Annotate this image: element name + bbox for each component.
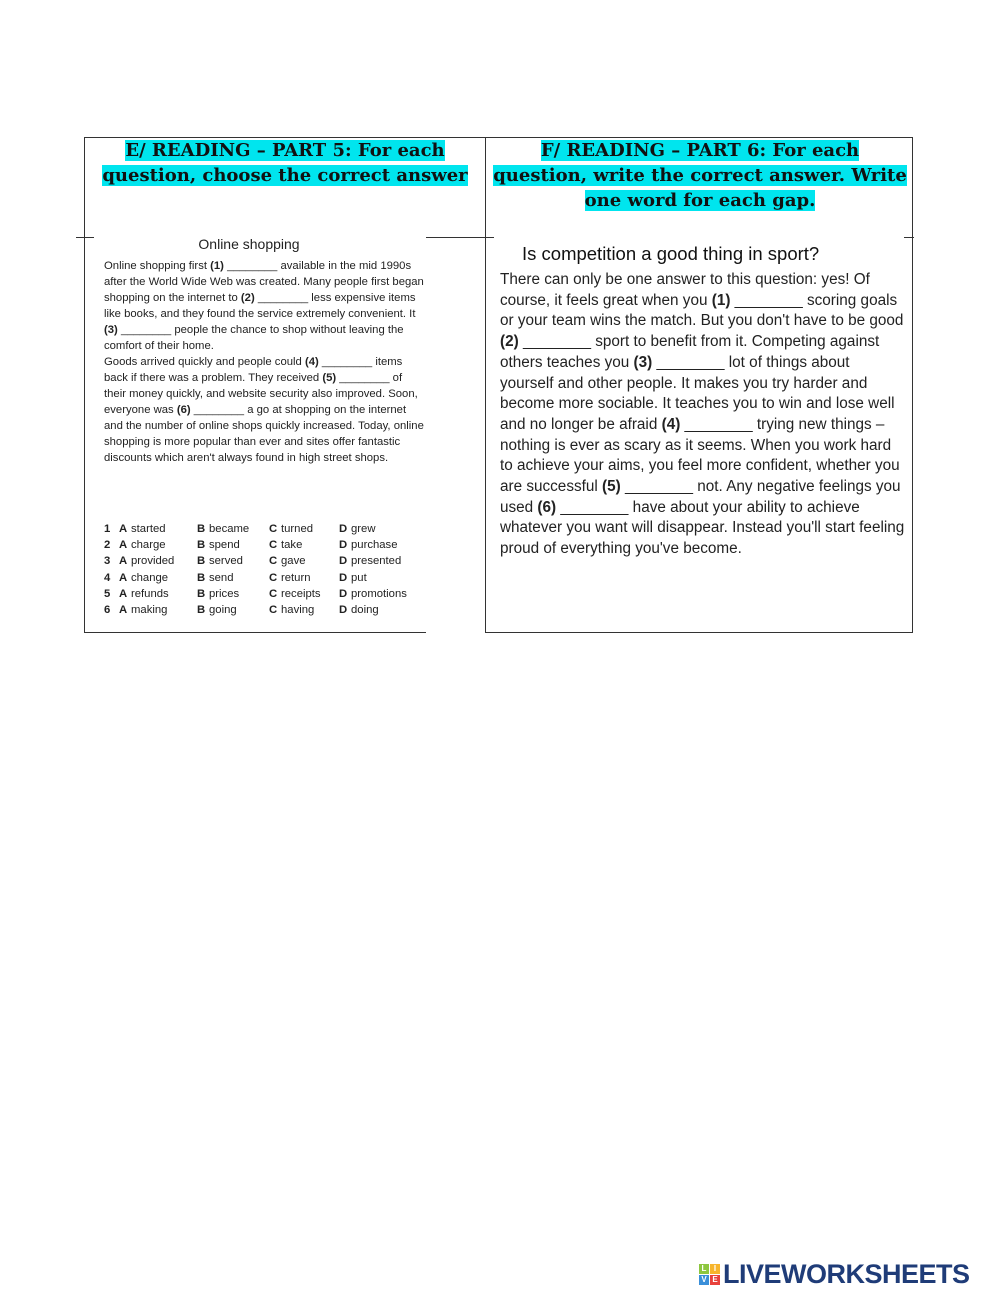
option-letter: D: [339, 604, 348, 617]
option-c[interactable]: take: [281, 539, 303, 552]
passage-text: ________ scoring goals or your team wins the match. But you don't have to be good: [500, 291, 904, 330]
option-row: [104, 553, 407, 569]
passage-text: ________ not. Any negative feelings you used: [500, 478, 901, 516]
logo-icon: [699, 1264, 720, 1285]
option-letter: C: [269, 555, 278, 568]
option-b[interactable]: served: [209, 555, 243, 568]
passage-text: Goods arrived quickly and people could: [104, 356, 305, 368]
gap-number: (2): [240, 292, 255, 304]
logo-letter: L: [699, 1264, 709, 1274]
passage-text: ________ a go at shopping on the internet and the number of online shops quickly increased. Today, online shopping is more popular than ever and sites offer fantastic discounts which aren't always found in high street shops.: [104, 404, 424, 464]
option-b[interactable]: send: [209, 571, 234, 584]
bottom-border-right: [485, 632, 913, 633]
option-c[interactable]: having: [281, 604, 315, 617]
option-letter: A: [119, 539, 128, 552]
option-letter: C: [269, 571, 278, 584]
row-divider: [904, 237, 914, 238]
option-row: [104, 602, 407, 618]
option-letter: A: [119, 604, 128, 617]
option-letter: A: [119, 523, 128, 535]
gap-number: (5): [322, 372, 337, 384]
option-c[interactable]: receipts: [281, 587, 321, 600]
logo-letter: I: [710, 1264, 720, 1274]
option-row: [104, 521, 407, 537]
passage-text: There can only be one answer to this question: yes! Of course, it feels great when you: [500, 271, 870, 309]
passage-text: ________ lot of things about yourself and other people. It makes you try harder and become more sociable. It teaches you to win and lose well and no longer be afraid: [500, 353, 895, 433]
logo-text: LIVEWORKSHEETS: [723, 1259, 970, 1289]
passage-text: ________ trying new things – nothing is ever as scary as it seems. When you work hard to achieve your aims, you feel more confident, whether you are successful: [500, 415, 900, 496]
option-b[interactable]: spend: [209, 539, 240, 552]
question-number[interactable]: 3: [104, 555, 111, 568]
option-letter: C: [269, 539, 278, 552]
passage-text: ________ items back if there was a problem. They received: [104, 356, 403, 384]
option-letter: B: [197, 604, 206, 617]
option-a[interactable]: change: [131, 571, 169, 584]
option-b[interactable]: prices: [209, 587, 240, 600]
option-letter: D: [339, 587, 348, 600]
row-divider: [76, 237, 94, 238]
option-letter: C: [269, 604, 278, 617]
option-a[interactable]: refunds: [131, 587, 169, 600]
logo-letter: V: [699, 1275, 709, 1285]
gap-number: (6): [176, 404, 191, 416]
option-c[interactable]: gave: [281, 555, 306, 568]
option-row: [104, 586, 407, 602]
option-letter: A: [119, 571, 128, 584]
passage-text: ________ of their money quickly, and website security also improved. Soon, everyone was: [104, 372, 418, 416]
option-a[interactable]: provided: [131, 555, 175, 568]
option-letter: D: [339, 539, 348, 552]
question-number[interactable]: 5: [104, 587, 111, 600]
option-b[interactable]: became: [209, 523, 250, 535]
option-letter: C: [269, 523, 278, 535]
passage-text: Online shopping first: [104, 260, 211, 272]
part5-heading: E/ READING – PART 5: For each question, choose the correct answer: [102, 140, 468, 186]
option-a[interactable]: started: [131, 523, 166, 535]
option-letter: B: [197, 555, 206, 568]
gap-number: (2): [500, 333, 519, 351]
option-c[interactable]: turned: [281, 523, 314, 535]
part5-passage: [104, 258, 424, 466]
option-letter: B: [197, 523, 206, 535]
gap-number: (6): [537, 498, 557, 516]
question-number[interactable]: 4: [104, 571, 111, 584]
option-d[interactable]: presented: [351, 555, 402, 568]
question-number[interactable]: 1: [104, 523, 111, 535]
option-a[interactable]: making: [131, 604, 168, 617]
row-divider: [426, 237, 494, 238]
column-divider: [485, 137, 486, 633]
question-number[interactable]: 2: [104, 539, 111, 552]
option-a[interactable]: charge: [131, 539, 166, 552]
option-d[interactable]: grew: [351, 523, 376, 535]
option-b[interactable]: going: [209, 604, 237, 617]
option-letter: A: [119, 555, 128, 568]
part5-options: [104, 521, 407, 618]
part6-heading: F/ READING – PART 6: For each question, write the correct answer. Write one word for each gap.: [493, 140, 907, 211]
gap-number: (1): [711, 291, 731, 309]
part5-title: Online shopping: [198, 236, 300, 252]
option-letter: C: [269, 587, 278, 600]
gap-number: (3): [633, 353, 653, 371]
bottom-border-left: [84, 632, 426, 633]
passage-text: ________ available in the mid 1990s after the World Wide Web was created. Many people first began shopping on the internet to: [104, 260, 424, 304]
option-d[interactable]: purchase: [351, 539, 398, 552]
option-row: [104, 537, 407, 553]
option-letter: D: [339, 523, 348, 535]
passage-text: ________ less expensive items like books, and they found the service extremely convenient. It: [104, 292, 416, 320]
gap-number: (4): [661, 415, 681, 433]
logo-letter: E: [710, 1275, 720, 1285]
option-letter: D: [339, 555, 348, 568]
gap-number: (4): [304, 356, 319, 368]
option-d[interactable]: promotions: [351, 587, 407, 600]
option-letter: B: [197, 539, 206, 552]
option-d[interactable]: put: [351, 571, 367, 584]
passage-text: ________ people the chance to shop without leaving the comfort of their home.: [104, 324, 404, 352]
option-letter: B: [197, 587, 206, 600]
part6-title: Is competition a good thing in sport?: [522, 243, 820, 264]
gap-number: (5): [602, 478, 621, 496]
part6-passage: [500, 270, 905, 560]
gap-number: (1): [210, 260, 224, 272]
option-letter: A: [119, 587, 128, 600]
option-letter: B: [197, 571, 206, 584]
question-number[interactable]: 6: [104, 604, 111, 617]
gap-number: (3): [104, 324, 118, 336]
option-letter: D: [339, 571, 348, 584]
option-c[interactable]: return: [281, 571, 311, 584]
liveworksheets-logo: [699, 1259, 970, 1290]
passage-text: ________ have about your ability to achieve whatever you want will disappear. Instead you'll start feeling proud of everything you've become.: [500, 498, 905, 558]
passage-text: ________ sport to benefit from it. Competing against others teaches you: [500, 333, 880, 371]
option-row: [104, 570, 407, 586]
option-d[interactable]: doing: [351, 604, 379, 617]
